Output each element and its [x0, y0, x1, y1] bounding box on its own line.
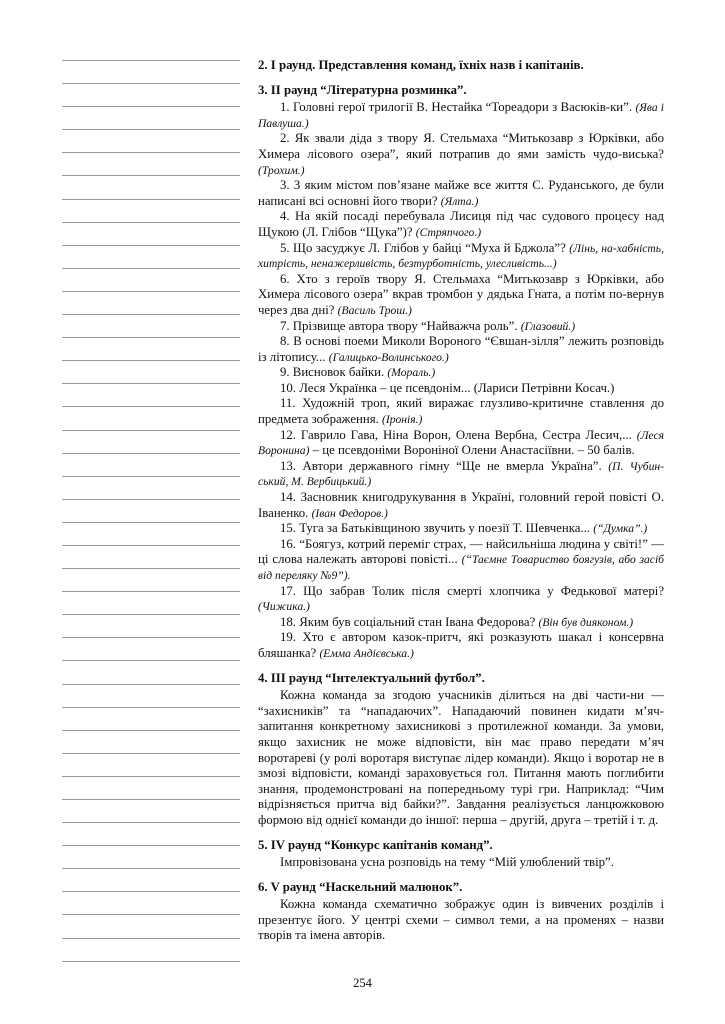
margin-line	[62, 129, 240, 130]
paragraph	[258, 131, 664, 178]
paragraph-text: 1. Головні герої трилогії В. Нестайка “Тореадори з Васюків-ки”.	[280, 100, 636, 115]
margin-line	[62, 707, 240, 708]
margin-line	[62, 914, 240, 915]
section-heading: 2. І раунд. Представлення команд, їхніх назв і капітанів.	[258, 58, 584, 72]
paragraph	[258, 490, 664, 521]
paragraph-text: 19. Хто є автором казок-притч, які розказують шакал і консервна бляшанка?	[258, 630, 664, 660]
paragraph	[258, 459, 664, 490]
answer-text: (“Думка”.)	[593, 522, 648, 536]
paragraph-text: 5. Що засуджує Л. Глібов у байці “Муха й Бджола”?	[280, 240, 570, 255]
margin-line	[62, 961, 240, 962]
margin-line	[62, 314, 240, 315]
margin-line	[62, 199, 240, 200]
margin-line	[62, 499, 240, 500]
paragraph-text: Імпровізована усна розповідь на тему “Мій улюблений твір”.	[280, 855, 614, 870]
margin-line	[62, 430, 240, 431]
margin-line	[62, 660, 240, 661]
answer-text: (Стряпчого.)	[415, 225, 482, 239]
margin-line	[62, 753, 240, 754]
paragraph-text: 9. Висновок байки.	[280, 365, 388, 380]
paragraph	[258, 396, 664, 427]
margin-line	[62, 106, 240, 107]
margin-line	[62, 383, 240, 384]
margin-line	[62, 938, 240, 939]
section-heading: 3. ІІ раунд “Літературна розминка”.	[258, 82, 467, 97]
margin-line	[62, 845, 240, 846]
margin-line	[62, 245, 240, 246]
margin-line	[62, 522, 240, 523]
margin-line	[62, 175, 240, 176]
answer-text: (Емма Андієвська.)	[319, 646, 414, 660]
paragraph	[258, 319, 664, 335]
section-heading: 4. ІІІ раунд “Інтелектуальний футбол”.	[258, 670, 485, 685]
margin-line	[62, 152, 240, 153]
margin-line	[62, 684, 240, 685]
paragraph-text: 7. Прізвище автора твору “Найважча роль”.	[280, 318, 521, 333]
answer-text: (Ялта.)	[440, 194, 479, 208]
answer-text: (Мораль.)	[387, 366, 436, 380]
paragraph-text: 17. Що забрав Толик після смерті хлопчика у Федькової матері?	[280, 583, 664, 598]
paragraph	[258, 428, 664, 459]
paragraph	[258, 365, 664, 381]
paragraph-text: 13. Автори державного гімну “Ще не вмерла Україна”.	[280, 458, 609, 473]
answer-text: (Трохим.)	[258, 163, 305, 177]
paragraph-text: 11. Художній троп, який виражає глузливо-критичне ставлення до предмета зображення.	[258, 396, 664, 427]
margin-line	[62, 822, 240, 823]
paragraph-text: 14. Засновник книгодрукування в Україні, головний герой повісті О. Іваненко.	[258, 490, 664, 520]
paragraph-text: 12. Гаврило Гава, Ніна Ворон, Олена Вербна, Сестра Лесич,...	[280, 427, 637, 442]
paragraph	[258, 688, 664, 828]
paragraph	[258, 209, 664, 240]
page-content	[258, 58, 664, 944]
margin-line	[62, 406, 240, 407]
margin-line	[62, 614, 240, 615]
paragraph	[258, 615, 664, 631]
paragraph-text: 16. “Боягуз, котрий переміг страх, — найсильніша людина у світі!” — ці слова належать авторові повісті...	[258, 536, 664, 567]
margin-line	[62, 776, 240, 777]
section-heading: 5. IV раунд “Конкурс капітанів команд”.	[258, 837, 493, 852]
paragraph	[258, 334, 664, 365]
paragraph-text: 6. Хто з героїв твору Я. Стельмаха “Митькозавр з Юрківки, або Химера лісового озера” вкрав тромбон у дядька Гната, а потім по-вернув через два дні?	[258, 271, 664, 317]
answer-text: (Галицько-Волинського.)	[328, 350, 449, 364]
paragraph-tail: ‒ це псевдоніми Вороніної Олени Анастасіївни. ‒ 50 балів.	[309, 443, 635, 458]
paragraph	[258, 241, 664, 272]
margin-line	[62, 545, 240, 546]
answer-text: (Він був дияконом.)	[538, 615, 634, 629]
margin-line	[62, 291, 240, 292]
margin-line	[62, 591, 240, 592]
margin-line	[62, 222, 240, 223]
paragraph	[258, 897, 664, 944]
answer-text: (Василь Трош.)	[337, 303, 412, 317]
margin-line	[62, 799, 240, 800]
answer-text: (Ява і Павлуша.)	[258, 101, 664, 130]
paragraph	[258, 521, 664, 537]
page-number: 254	[353, 976, 372, 990]
paragraph	[258, 630, 664, 661]
answer-text: (Лінь, на-хабність, хитрість, ненажерливість, безтурботність, улесливість...)	[258, 241, 664, 271]
paragraph-text: 4. На якій посаді перебувала Лисиця під час судового процесу над Щукою (Л. Глібов “Щука”)?	[258, 209, 664, 239]
margin-line	[62, 637, 240, 638]
paragraph	[258, 100, 664, 131]
margin-line	[62, 360, 240, 361]
margin-note-lines	[62, 60, 240, 984]
answer-text: (Чижика.)	[258, 600, 310, 614]
paragraph-text: 10. Леся Українка ‒ це псевдонім... (Лариси Петрівни Косач.)	[280, 380, 615, 395]
answer-text: (“Таємне Товариство боягузів, або засіб від переляку №9”).	[258, 553, 665, 582]
paragraph	[258, 178, 664, 209]
answer-text: (Іван Федоров.)	[311, 506, 388, 520]
margin-line	[62, 60, 240, 61]
answer-text: (П. Чубин-ський, М. Вербицький.)	[258, 459, 665, 489]
margin-line	[62, 83, 240, 84]
margin-line	[62, 453, 240, 454]
margin-line	[62, 568, 240, 569]
margin-line	[62, 891, 240, 892]
paragraph-text: 2. Як звали діда з твору Я. Стельмаха “Митькозавр з Юрківки, або Химера лісового озера”, який потрапив до ями замість чудо-виська?	[258, 131, 664, 161]
paragraph	[258, 584, 664, 615]
paragraph	[258, 537, 664, 584]
margin-line	[62, 268, 240, 269]
paragraph-text: 18. Яким був соціальний стан Івана Федорова?	[280, 614, 539, 629]
paragraph-text: Кожна команда схематично зображує один із вивчених розділів і презентує його. У центрі схеми ‒ символ теми, а на променях ‒ назви творів та імена авторів.	[258, 897, 664, 943]
paragraph-text: 8. В основі поеми Миколи Вороного “Євшан-зілля” лежить розповідь із літопису...	[258, 334, 664, 364]
paragraph	[258, 855, 664, 871]
paragraph	[258, 381, 664, 397]
margin-line	[62, 868, 240, 869]
answer-text: (Глазовий.)	[520, 319, 576, 333]
margin-line	[62, 337, 240, 338]
paragraph-text: 15. Туга за Батьківщиною звучить у поезії Т. Шевченка...	[280, 521, 594, 536]
paragraph-text: 3. З яким містом пов’язане майже все життя С. Руданського, де були написані всі основні його твори?	[258, 178, 664, 208]
paragraph	[258, 272, 664, 319]
margin-line	[62, 730, 240, 731]
paragraph-text: Кожна команда за згодою учасників ділиться на дві части-ни — “захисників” та “нападаючих”. Нападаючий повинен кидати м’яч-запитання конкретному захисникові з протилежної команди. За умови, якщо захисник не може відповісти, він має право передати м’яч воротареві (у ролі воротаря виступає лідер команди). Якщо і воротар не в змозі відповісти, команді зараховується гол. Питання мають поглибити знання, продемонстровані на попередньому турі гри. Наприклад: “Чим відрізняється притча від байки?”. Завдання реалізується ланцюжковою формою від однієї команди до іншої: перша ‒ другій, друга ‒ третій і т. д.	[258, 688, 664, 827]
margin-line	[62, 476, 240, 477]
section-heading: 6. V раунд “Наскельний малюнок”.	[258, 879, 463, 894]
answer-text: (Іронія.)	[381, 413, 423, 427]
answer-text: (Леся Воронина)	[258, 428, 664, 458]
